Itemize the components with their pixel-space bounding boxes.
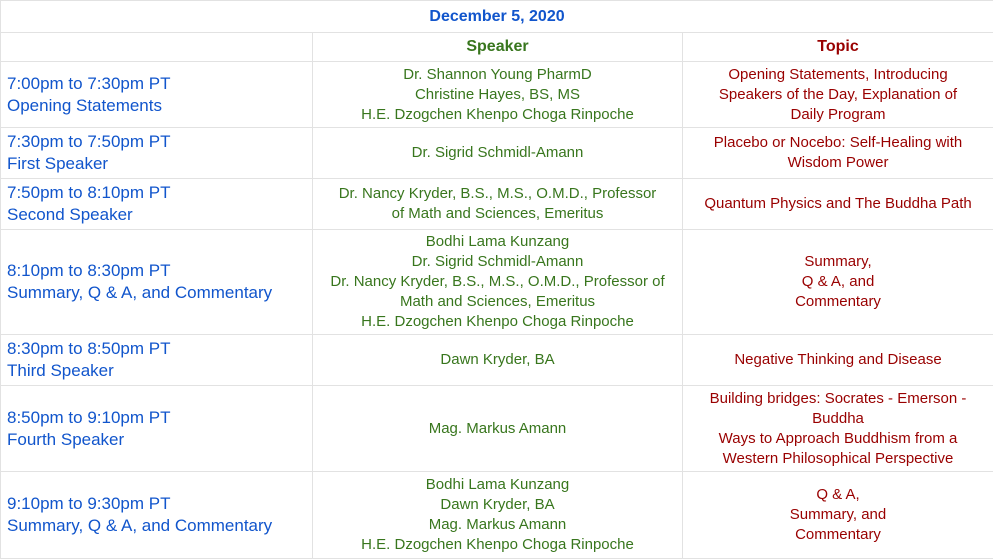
session-label: Second Speaker: [7, 204, 306, 226]
topic-line: Q & A, and: [689, 272, 987, 292]
time-column-header: [1, 33, 313, 62]
schedule-row: [1, 386, 993, 472]
speaker-cell: [313, 230, 683, 335]
header-row: [1, 33, 993, 62]
speaker-cell: [313, 179, 683, 230]
time-range: 8:10pm to 8:30pm PT: [7, 260, 306, 282]
topic-line: Commentary: [689, 292, 987, 312]
topic-line: Quantum Physics and The Buddha Path: [689, 194, 987, 214]
topic-line: Summary,: [689, 252, 987, 272]
speaker-name: Mag. Markus Amann: [319, 515, 676, 535]
topic-line: Summary, and: [689, 505, 987, 525]
schedule-row: [1, 128, 993, 179]
schedule-row: [1, 179, 993, 230]
topic-line: Western Philosophical Perspective: [689, 449, 987, 469]
schedule-date: December 5, 2020: [1, 1, 993, 33]
speaker-name: H.E. Dzogchen Khenpo Choga Rinpoche: [319, 535, 676, 555]
topic-line: Placebo or Nocebo: Self-Healing with: [689, 133, 987, 153]
topic-cell: [683, 472, 993, 559]
topic-column-header: Topic: [683, 33, 993, 62]
session-label: Summary, Q & A, and Commentary: [7, 282, 306, 304]
speaker-name: Math and Sciences, Emeritus: [319, 292, 676, 312]
topic-line: Speakers of the Day, Explanation of: [689, 85, 987, 105]
date-row: [1, 1, 993, 33]
speaker-name: H.E. Dzogchen Khenpo Choga Rinpoche: [319, 105, 676, 125]
speaker-name: Dr. Nancy Kryder, B.S., M.S., O.M.D., Professor: [319, 184, 676, 204]
speaker-name: H.E. Dzogchen Khenpo Choga Rinpoche: [319, 312, 676, 332]
session-label: Fourth Speaker: [7, 429, 306, 451]
time-range: 8:30pm to 8:50pm PT: [7, 338, 306, 360]
schedule-row: [1, 472, 993, 559]
topic-line: Q & A,: [689, 485, 987, 505]
time-cell: [1, 128, 313, 179]
speaker-name: Dawn Kryder, BA: [319, 495, 676, 515]
session-label: Opening Statements: [7, 95, 306, 117]
speaker-name: Bodhi Lama Kunzang: [319, 475, 676, 495]
time-range: 8:50pm to 9:10pm PT: [7, 407, 306, 429]
speaker-name: Christine Hayes, BS, MS: [319, 85, 676, 105]
session-label: Third Speaker: [7, 360, 306, 382]
speaker-column-header: Speaker: [313, 33, 683, 62]
topic-line: Commentary: [689, 525, 987, 545]
speaker-name: Dr. Shannon Young PharmD: [319, 65, 676, 85]
topic-line: Buddha: [689, 409, 987, 429]
speaker-name: Dawn Kryder, BA: [319, 350, 676, 370]
time-cell: [1, 230, 313, 335]
topic-cell: [683, 62, 993, 128]
schedule-row: [1, 335, 993, 386]
speaker-name: Dr. Sigrid Schmidl-Amann: [319, 252, 676, 272]
topic-line: Daily Program: [689, 105, 987, 125]
speaker-cell: [313, 128, 683, 179]
schedule-row: [1, 230, 993, 335]
speaker-name: Mag. Markus Amann: [319, 419, 676, 439]
topic-cell: [683, 179, 993, 230]
time-cell: [1, 386, 313, 472]
time-range: 7:30pm to 7:50pm PT: [7, 131, 306, 153]
speaker-cell: [313, 335, 683, 386]
time-range: 7:50pm to 8:10pm PT: [7, 182, 306, 204]
speaker-name: Dr. Nancy Kryder, B.S., M.S., O.M.D., Professor of: [319, 272, 676, 292]
time-range: 7:00pm to 7:30pm PT: [7, 73, 306, 95]
speaker-name: Bodhi Lama Kunzang: [319, 232, 676, 252]
time-cell: [1, 472, 313, 559]
topic-cell: [683, 386, 993, 472]
session-label: First Speaker: [7, 153, 306, 175]
topic-line: Opening Statements, Introducing: [689, 65, 987, 85]
session-label: Summary, Q & A, and Commentary: [7, 515, 306, 537]
topic-line: Building bridges: Socrates - Emerson -: [689, 389, 987, 409]
speaker-cell: [313, 62, 683, 128]
speaker-cell: [313, 472, 683, 559]
time-cell: [1, 62, 313, 128]
topic-line: Negative Thinking and Disease: [689, 350, 987, 370]
schedule-row: [1, 62, 993, 128]
topic-cell: [683, 230, 993, 335]
speaker-cell: [313, 386, 683, 472]
topic-cell: [683, 128, 993, 179]
time-range: 9:10pm to 9:30pm PT: [7, 493, 306, 515]
speaker-name: of Math and Sciences, Emeritus: [319, 204, 676, 224]
time-cell: [1, 335, 313, 386]
topic-line: Ways to Approach Buddhism from a: [689, 429, 987, 449]
speaker-name: Dr. Sigrid Schmidl-Amann: [319, 143, 676, 163]
topic-cell: [683, 335, 993, 386]
time-cell: [1, 179, 313, 230]
topic-line: Wisdom Power: [689, 153, 987, 173]
